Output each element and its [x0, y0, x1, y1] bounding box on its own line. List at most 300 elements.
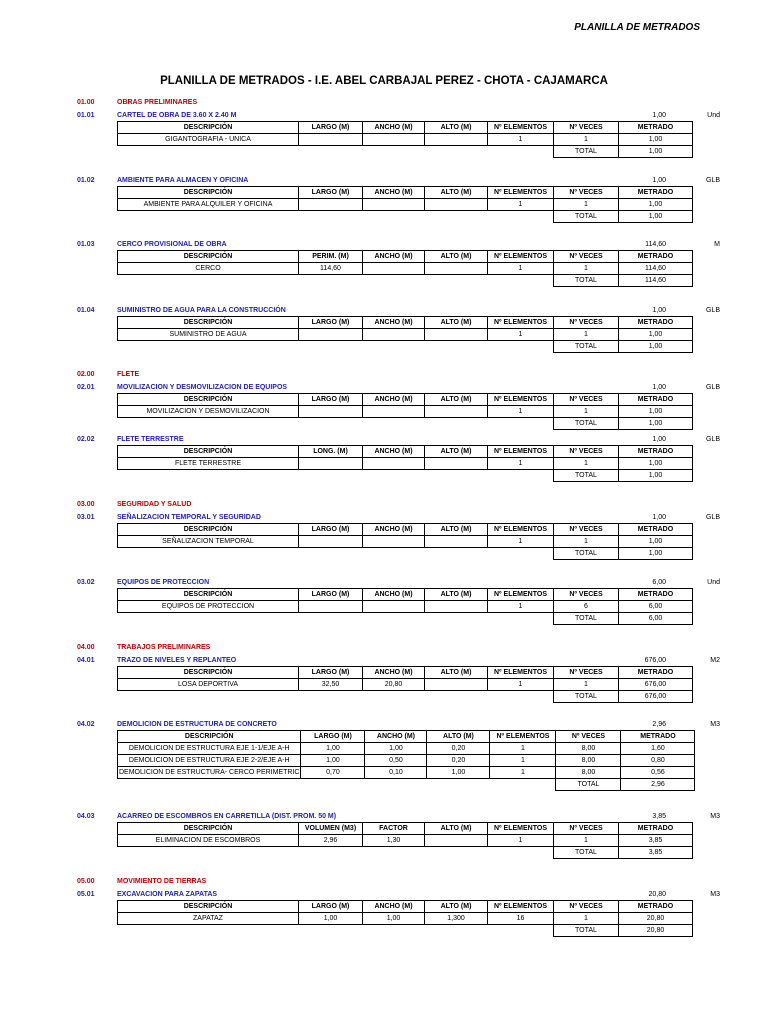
column-header: ALTO (M)	[425, 187, 488, 199]
column-header: Nº VECES	[554, 446, 619, 458]
item-unit: M3	[710, 891, 720, 898]
item-name: TRAZO DE NIVELES Y REPLANTEO	[117, 657, 237, 664]
table-cell	[425, 406, 488, 418]
chapter-name: OBRAS PRELIMINARES	[117, 99, 198, 106]
table-cell: 1,30	[363, 835, 425, 847]
item-code: 02.01	[77, 384, 95, 391]
column-header: Nº ELEMENTOS	[488, 524, 554, 536]
chapter-code: 01.00	[77, 99, 95, 106]
table-cell	[425, 329, 488, 341]
column-header: ANCHO (M)	[363, 317, 425, 329]
total-label: TOTAL	[554, 925, 619, 937]
table-cell: 1	[490, 767, 556, 779]
column-header: ANCHO (M)	[363, 251, 425, 263]
table-cell: 1	[554, 263, 619, 275]
table-cell	[425, 263, 488, 275]
total-label: TOTAL	[554, 146, 619, 158]
table-cell: AMBIENTE PARA ALQUILER Y OFICINA	[118, 199, 299, 211]
table-cell: 1,00	[619, 536, 693, 548]
column-header: ALTO (M)	[425, 524, 488, 536]
item-unit: M2	[710, 657, 720, 664]
table-header-row	[118, 524, 693, 536]
table-row	[118, 329, 693, 341]
chapter-code: 04.00	[77, 644, 95, 651]
item-quantity: 2,96	[652, 721, 666, 728]
table-cell: FLETE TERRESTRE	[118, 458, 299, 470]
table-header-row	[118, 317, 693, 329]
table-row	[118, 755, 695, 767]
total-value: 1,00	[619, 211, 693, 223]
item-unit: M3	[710, 721, 720, 728]
column-header: Nº VECES	[554, 187, 619, 199]
item-code: 03.01	[77, 514, 95, 521]
chapter-heading	[0, 499, 768, 511]
total-value: 676,00	[619, 691, 693, 703]
item-code: 01.02	[77, 177, 95, 184]
table-cell: 20,80	[363, 679, 425, 691]
table-row	[118, 458, 693, 470]
table-cell: 1,00	[619, 199, 693, 211]
table-cell: 0,80	[621, 755, 695, 767]
column-header: METRADO	[619, 901, 693, 913]
item-code: 03.02	[77, 579, 95, 586]
table-cell	[363, 601, 425, 613]
total-row	[118, 275, 693, 287]
total-label: TOTAL	[554, 211, 619, 223]
total-row	[118, 613, 693, 625]
table-cell: 1	[554, 679, 619, 691]
table-cell: 1	[488, 458, 554, 470]
table-cell: 1	[488, 601, 554, 613]
metrado-table	[117, 822, 693, 859]
table-cell: LOSA DEPORTIVA	[118, 679, 299, 691]
column-header: ANCHO (M)	[365, 731, 427, 743]
column-header: DESCRIPCIÓN	[118, 446, 299, 458]
column-header: Nº ELEMENTOS	[488, 446, 554, 458]
item-name: SEÑALIZACION TEMPORAL Y SEGURIDAD	[117, 514, 261, 521]
item-code: 04.03	[77, 813, 95, 820]
table-header-row	[118, 901, 693, 913]
table-row	[118, 134, 693, 146]
item-quantity: 20,80	[648, 891, 666, 898]
item-quantity: 3,85	[652, 813, 666, 820]
table-cell: 1	[554, 913, 619, 925]
total-row	[118, 548, 693, 560]
table-cell: 1	[488, 329, 554, 341]
total-label: TOTAL	[554, 548, 619, 560]
item-name: FLETE TERRESTRE	[117, 436, 184, 443]
table-cell	[363, 458, 425, 470]
item-name: SUMINISTRO DE AGUA PARA LA CONSTRUCCIÓN	[117, 307, 286, 314]
item-name: CARTEL DE OBRA DE 3.60 X 2.40 M	[117, 112, 237, 119]
item-code: 02.02	[77, 436, 95, 443]
table-row	[118, 913, 693, 925]
total-row	[118, 691, 693, 703]
item-name: EXCAVACION PARA ZAPATAS	[117, 891, 218, 898]
table-row	[118, 743, 695, 755]
column-header: Nº VECES	[554, 524, 619, 536]
total-value: 1,00	[619, 418, 693, 430]
table-row	[118, 199, 693, 211]
table-cell: 114,60	[299, 263, 363, 275]
table-cell	[299, 329, 363, 341]
column-header: Nº ELEMENTOS	[488, 122, 554, 134]
column-header: ALTO (M)	[425, 667, 488, 679]
column-header: Nº ELEMENTOS	[488, 589, 554, 601]
total-row	[118, 211, 693, 223]
column-header: DESCRIPCIÓN	[118, 589, 299, 601]
item-quantity: 1,00	[652, 112, 666, 119]
column-header: ALTO (M)	[425, 251, 488, 263]
table-cell	[299, 601, 363, 613]
table-cell: EQUIPOS DE PROTECCION	[118, 601, 299, 613]
item-name: ACARREO DE ESCOMBROS EN CARRETILLA (DIST. PROM. 50 M)	[117, 813, 337, 820]
total-label: TOTAL	[554, 613, 619, 625]
table-cell	[363, 199, 425, 211]
table-cell: 1	[554, 536, 619, 548]
chapter-heading	[0, 369, 768, 381]
total-value: 3,85	[619, 847, 693, 859]
total-label: TOTAL	[554, 470, 619, 482]
column-header: ALTO (M)	[425, 122, 488, 134]
column-header: Nº VECES	[554, 394, 619, 406]
table-cell: 1,300	[425, 913, 488, 925]
table-cell: 1	[554, 458, 619, 470]
total-value: 1,00	[619, 146, 693, 158]
column-header: METRADO	[619, 667, 693, 679]
column-header: LONG. (M)	[299, 446, 363, 458]
item-code: 04.01	[77, 657, 95, 664]
column-header: DESCRIPCIÓN	[118, 317, 299, 329]
column-header: ALTO (M)	[425, 901, 488, 913]
column-header: METRADO	[619, 317, 693, 329]
item-unit: GLB	[705, 384, 720, 391]
column-header: METRADO	[619, 251, 693, 263]
column-header: ANCHO (M)	[363, 187, 425, 199]
item-name: EQUIPOS DE PROTECCION	[117, 579, 210, 586]
column-header: Nº ELEMENTOS	[488, 251, 554, 263]
table-cell: 1,00	[365, 743, 427, 755]
table-cell: 1	[554, 835, 619, 847]
chapter-code: 02.00	[77, 371, 95, 378]
column-header: METRADO	[619, 524, 693, 536]
table-cell: 1,00	[619, 458, 693, 470]
table-cell	[363, 329, 425, 341]
column-header: DESCRIPCIÓN	[118, 901, 299, 913]
table-header-row	[118, 667, 693, 679]
table-cell	[299, 536, 363, 548]
item-quantity: 114,60	[645, 241, 666, 248]
table-cell	[299, 134, 363, 146]
table-cell: ELIMINACION DE ESCOMBROS	[118, 835, 299, 847]
item-code: 05.01	[77, 891, 95, 898]
column-header: Nº ELEMENTOS	[488, 187, 554, 199]
column-header: Nº VECES	[554, 901, 619, 913]
table-row	[118, 601, 693, 613]
metrado-table	[117, 250, 693, 287]
table-cell: 1,00	[619, 406, 693, 418]
table-cell: 20,80	[619, 913, 693, 925]
table-cell: DEMOLICION DE ESTRUCTURA EJE 2-2/EJE A-H	[118, 755, 301, 767]
chapter-code: 03.00	[77, 501, 95, 508]
metrado-table	[117, 900, 693, 937]
column-header: DESCRIPCIÓN	[118, 731, 301, 743]
total-label: TOTAL	[556, 779, 621, 791]
table-cell: 1	[490, 743, 556, 755]
column-header: METRADO	[621, 731, 695, 743]
column-header: ANCHO (M)	[363, 589, 425, 601]
column-header: ANCHO (M)	[363, 667, 425, 679]
column-header: ANCHO (M)	[363, 394, 425, 406]
item-code: 01.03	[77, 241, 95, 248]
column-header: DESCRIPCIÓN	[118, 187, 299, 199]
total-value: 1,00	[619, 548, 693, 560]
table-cell: 0,70	[301, 767, 365, 779]
item-unit: GLB	[705, 177, 720, 184]
page-title: PLANILLA DE METRADOS - I.E. ABEL CARBAJAL PEREZ - CHOTA - CAJAMARCA	[160, 75, 608, 87]
table-cell: 1	[554, 134, 619, 146]
column-header: VOLUMEN (M3)	[299, 823, 363, 835]
column-header: DESCRIPCIÓN	[118, 524, 299, 536]
item-quantity: 1,00	[652, 177, 666, 184]
item-quantity: 6,00	[652, 579, 666, 586]
metrado-table	[117, 445, 693, 482]
table-cell: DEMOLICION DE ESTRUCTURA EJE 1-1/EJE A-H	[118, 743, 301, 755]
column-header: Nº ELEMENTOS	[488, 394, 554, 406]
column-header: ANCHO (M)	[363, 122, 425, 134]
column-header: PERIM. (M)	[299, 251, 363, 263]
table-cell: 0,10	[365, 767, 427, 779]
item-name: DEMOLICION DE ESTRUCTURA DE CONCRETO	[117, 721, 277, 728]
page-header-label: PLANILLA DE METRADOS	[574, 22, 700, 33]
metrado-table	[117, 121, 693, 158]
table-cell: MOVILIZACION Y DESMOVILIZACION	[118, 406, 299, 418]
total-value: 114,60	[619, 275, 693, 287]
table-header-row	[118, 731, 695, 743]
column-header: METRADO	[619, 394, 693, 406]
table-cell	[363, 406, 425, 418]
table-cell: 1	[488, 835, 554, 847]
item-unit: GLB	[705, 436, 720, 443]
total-label: TOTAL	[554, 418, 619, 430]
column-header: Nº ELEMENTOS	[488, 317, 554, 329]
item-name: CERCO PROVISIONAL DE OBRA	[117, 241, 227, 248]
table-cell: 676,00	[619, 679, 693, 691]
chapter-heading	[0, 642, 768, 654]
column-header: METRADO	[619, 823, 693, 835]
item-unit: M3	[710, 813, 720, 820]
column-header: LARGO (M)	[299, 667, 363, 679]
table-cell: 1	[488, 263, 554, 275]
column-header: Nº ELEMENTOS	[488, 823, 554, 835]
table-cell: 1,00	[363, 913, 425, 925]
column-header: LARGO (M)	[301, 731, 365, 743]
table-cell	[363, 263, 425, 275]
item-code: 01.04	[77, 307, 95, 314]
table-cell: 1,00	[427, 767, 490, 779]
table-cell	[425, 679, 488, 691]
item-code: 01.01	[77, 112, 95, 119]
total-row	[118, 470, 693, 482]
column-header: DESCRIPCIÓN	[118, 823, 299, 835]
table-cell: 114,60	[619, 263, 693, 275]
table-cell: 2,96	[299, 835, 363, 847]
table-cell	[363, 134, 425, 146]
column-header: ANCHO (M)	[363, 524, 425, 536]
table-row	[118, 679, 693, 691]
total-row	[118, 418, 693, 430]
column-header: METRADO	[619, 122, 693, 134]
table-cell: 1,00	[301, 755, 365, 767]
table-cell: 6,00	[619, 601, 693, 613]
table-row	[118, 536, 693, 548]
column-header: LARGO (M)	[299, 187, 363, 199]
column-header: ANCHO (M)	[363, 446, 425, 458]
table-cell: 6	[554, 601, 619, 613]
table-row	[118, 263, 693, 275]
column-header: Nº VECES	[554, 667, 619, 679]
table-cell: 16	[488, 913, 554, 925]
table-cell: 1	[488, 134, 554, 146]
total-label: TOTAL	[554, 275, 619, 287]
item-quantity: 676,00	[644, 657, 666, 664]
table-cell: 1	[554, 329, 619, 341]
column-header: FACTOR	[363, 823, 425, 835]
table-cell: 1	[488, 406, 554, 418]
column-header: ALTO (M)	[427, 731, 490, 743]
column-header: DESCRIPCIÓN	[118, 122, 299, 134]
table-header-row	[118, 446, 693, 458]
item-unit: M	[714, 241, 720, 248]
chapter-name: SEGURIDAD Y SALUD	[117, 501, 192, 508]
column-header: Nº VECES	[554, 251, 619, 263]
table-cell: 0,56	[621, 767, 695, 779]
metrado-table	[117, 523, 693, 560]
total-value: 2,96	[621, 779, 695, 791]
item-unit: Und	[707, 579, 720, 586]
table-cell: 1,00	[619, 329, 693, 341]
column-header: LARGO (M)	[299, 589, 363, 601]
item-unit: GLB	[705, 307, 720, 314]
total-value: 1,00	[619, 341, 693, 353]
chapter-heading	[0, 97, 768, 109]
column-header: LARGO (M)	[299, 394, 363, 406]
item-unit: Und	[707, 112, 720, 119]
total-row	[118, 341, 693, 353]
column-header: ALTO (M)	[425, 823, 488, 835]
table-row	[118, 835, 693, 847]
table-cell: 0,50	[365, 755, 427, 767]
table-header-row	[118, 823, 693, 835]
table-row	[118, 406, 693, 418]
table-cell	[425, 199, 488, 211]
table-cell: 1	[488, 536, 554, 548]
table-cell: 1,60	[621, 743, 695, 755]
total-row	[118, 925, 693, 937]
total-value: 1,00	[619, 470, 693, 482]
table-cell	[425, 601, 488, 613]
table-cell: 0,20	[427, 743, 490, 755]
chapter-name: TRABAJOS PRELIMINARES	[117, 644, 211, 651]
table-cell: 1	[488, 199, 554, 211]
column-header: METRADO	[619, 589, 693, 601]
metrado-table	[117, 186, 693, 223]
column-header: ALTO (M)	[425, 589, 488, 601]
table-cell: 8,00	[556, 743, 621, 755]
table-cell	[299, 406, 363, 418]
table-header-row	[118, 187, 693, 199]
table-header-row	[118, 394, 693, 406]
table-cell	[425, 134, 488, 146]
column-header: DESCRIPCIÓN	[118, 251, 299, 263]
chapter-name: FLETE	[117, 371, 140, 378]
total-label: TOTAL	[554, 691, 619, 703]
table-cell: SUMINISTRO DE AGUA	[118, 329, 299, 341]
item-code: 04.02	[77, 721, 95, 728]
item-unit: GLB	[705, 514, 720, 521]
table-header-row	[118, 589, 693, 601]
table-cell: 1,00	[619, 134, 693, 146]
table-cell	[425, 536, 488, 548]
column-header: Nº VECES	[554, 823, 619, 835]
table-header-row	[118, 122, 693, 134]
column-header: METRADO	[619, 187, 693, 199]
total-value: 20,80	[619, 925, 693, 937]
table-cell: 1	[488, 679, 554, 691]
column-header: Nº VECES	[554, 317, 619, 329]
column-header: LARGO (M)	[299, 122, 363, 134]
total-row	[118, 146, 693, 158]
table-cell	[363, 536, 425, 548]
table-cell	[299, 458, 363, 470]
table-cell: DEMOLICION DE ESTRUCTURA- CERCO PERIMETRIC	[118, 767, 301, 779]
table-header-row	[118, 251, 693, 263]
table-cell: SEÑALIZACION TEMPORAL	[118, 536, 299, 548]
metrado-table	[117, 316, 693, 353]
item-quantity: 1,00	[652, 384, 666, 391]
item-name: MOVILIZACION Y DESMOVILIZACION DE EQUIPOS	[117, 384, 288, 391]
table-cell: CERCO	[118, 263, 299, 275]
chapter-name: MOVIMIENTO DE TIERRAS	[117, 878, 207, 885]
table-cell: 8,00	[556, 767, 621, 779]
column-header: Nº VECES	[554, 122, 619, 134]
column-header: DESCRIPCIÓN	[118, 394, 299, 406]
column-header: LARGO (M)	[299, 524, 363, 536]
table-cell: 32,50	[299, 679, 363, 691]
column-header: Nº ELEMENTOS	[490, 731, 556, 743]
total-label: TOTAL	[554, 341, 619, 353]
table-cell: 1,00	[299, 913, 363, 925]
item-quantity: 1,00	[652, 436, 666, 443]
total-row	[118, 847, 693, 859]
table-cell	[299, 199, 363, 211]
column-header: Nº ELEMENTOS	[488, 901, 554, 913]
item-name: AMBIENTE PARA ALMACEN Y OFICINA	[117, 177, 249, 184]
table-row	[118, 767, 695, 779]
chapter-heading	[0, 876, 768, 888]
metrado-table	[117, 393, 693, 430]
table-cell: 1,00	[301, 743, 365, 755]
item-quantity: 1,00	[652, 514, 666, 521]
metrado-table	[117, 666, 693, 703]
column-header: Nº VECES	[554, 589, 619, 601]
total-label: TOTAL	[554, 847, 619, 859]
column-header: DESCRIPCIÓN	[118, 667, 299, 679]
table-cell: 8,00	[556, 755, 621, 767]
table-cell: 1	[554, 199, 619, 211]
table-cell: 0,20	[427, 755, 490, 767]
table-cell: 3,85	[619, 835, 693, 847]
